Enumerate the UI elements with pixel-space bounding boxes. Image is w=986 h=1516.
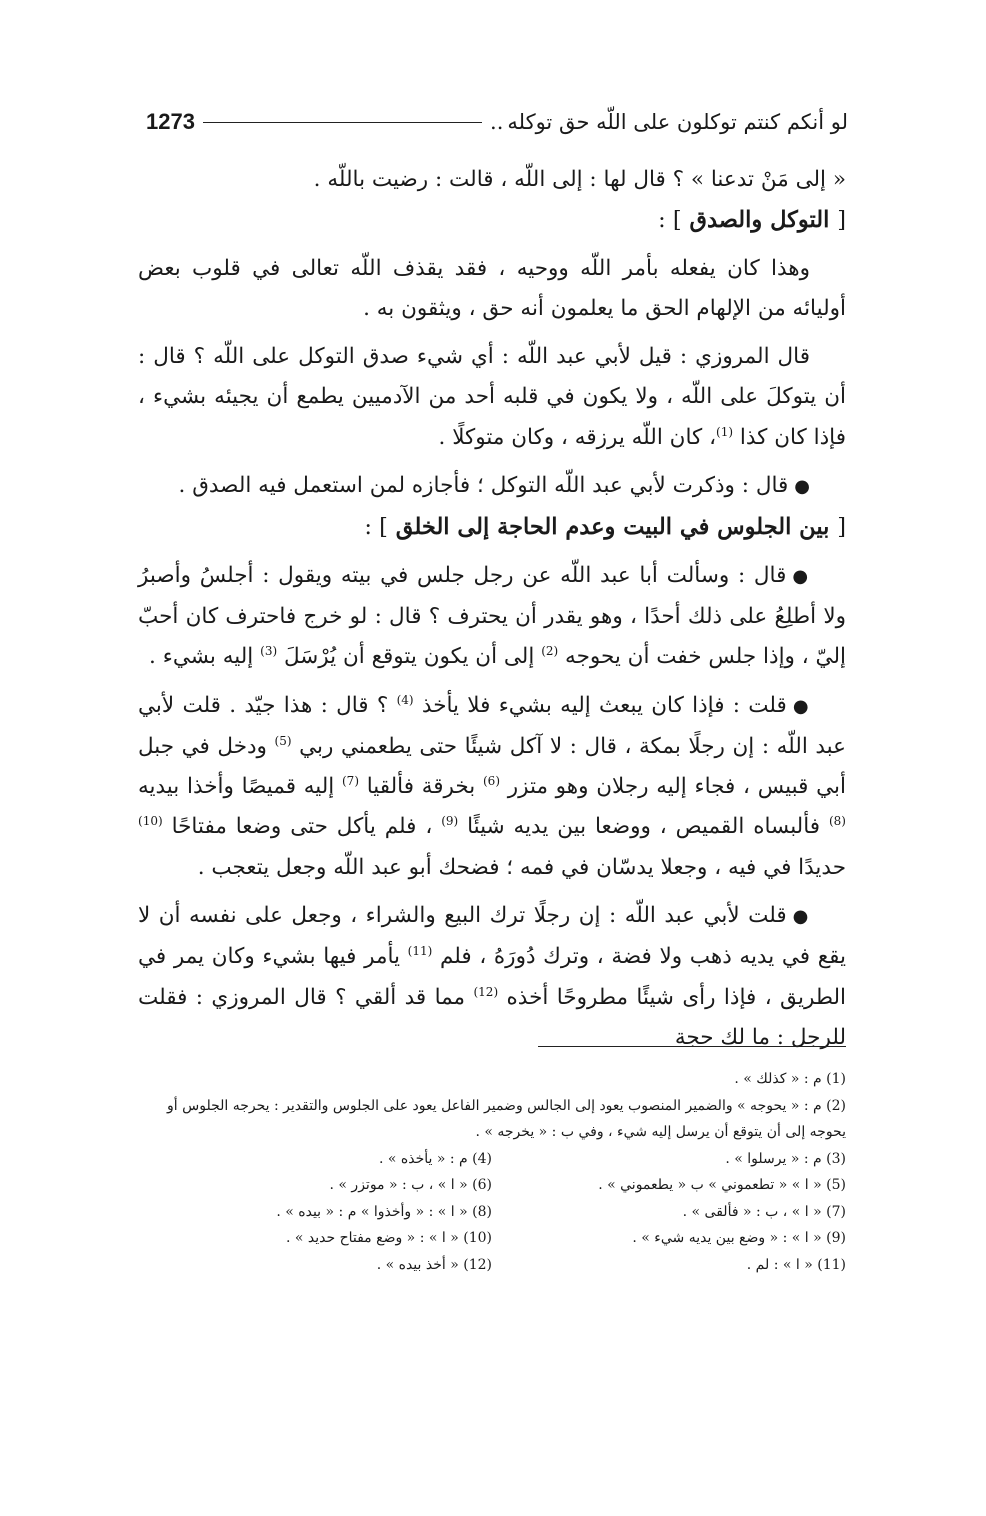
footnote-ref: (9) (441, 814, 459, 829)
text-run: ، كان اللّه يرزقه ، وكان متوكلًا . (438, 424, 717, 450)
main-text (138, 160, 846, 1058)
footnote-2: (2) م : « يحوجه » والضمير المنصوب يعود إلى الجالس وضمير الفاعل يعود على الجلوس والتقدير : يحرجه الجلوس أو يحوجه إلى أن يتوقع أن يرسل إليه شيء ، وفي ب : « يخرجه » . (167, 1097, 846, 1140)
footnote-ref: (11) (407, 944, 433, 959)
page-number: 1273 (146, 109, 195, 134)
paragraph-1: « إلى مَنْ تدعنا » ؟ قال لها : إلى اللّه ، قالت : رضيت باللّه . (313, 167, 846, 192)
paragraph-4 (138, 466, 846, 507)
section-heading-1 (138, 200, 846, 240)
footnote-ref: (1) (716, 424, 734, 439)
footnote-1: (1) م : « كذلك » . (734, 1071, 846, 1087)
text-run: قال المروزي : قيل لأبي عبد اللّه : أي شيء صدق التوكل على اللّه ؟ قال : أن يتوكلَ على اللّه ، ولا يكون في قلبه أحد من الآدميين يطمع أن يجيئه بشيء ، فإذا كان كذا (138, 344, 846, 450)
text-run: حديدًا في فيه ، وجعلا يدسّان في فمه ؛ فضحك أبو عبد اللّه وجعل يتعجب . (197, 854, 846, 880)
text-run: قلت : فإذا كان يبعث إليه بشيء فلا يأخذ (421, 692, 787, 718)
heading-close-bracket: ] : (364, 514, 388, 541)
text-run: ودخل في جبل أبي قبيس ، فجاء إليه رجلان وهو متزر (138, 733, 846, 800)
text-run: قال : وسألت أبا عبد اللّه عن رجل جلس في بيته ويقول : أجلسُ وأصبرُ ولا أطلِعُ على ذلك أحدًا ، وهو يقدر أن يحترف ؟ قال : لو خرج فاحترف كان أحبّ إليّ ، وإذا جلس خفت أن يحوجه (138, 562, 846, 670)
paragraph-5 (138, 556, 846, 678)
footnote-ref: (5) (274, 733, 292, 748)
footnote-ref: (4) (396, 692, 414, 707)
paragraph-3 (138, 337, 846, 458)
heading-text: بين الجلوس في البيت وعدم الحاجة إلى الخلق (395, 514, 830, 541)
bullet-icon: ● (794, 476, 810, 498)
text-run: قلت لأبي عبد اللّه : إن رجلًا ترك البيع والشراء ، وجعل على نفسه أن لا يقع في يديه ذهب ولا فضة ، وترك دُورَهُ ، فلم (138, 903, 846, 970)
footnote-ref: (10) (138, 814, 163, 829)
footnote-11: (11) « ا » : لم . (746, 1256, 846, 1273)
heading-close-bracket: ] : (658, 207, 682, 234)
footnote-ref: (12) (473, 984, 499, 999)
text-run: ؟ قال : هذا جيّد . قلت لأبي عبد اللّه : إن رجلًا بمكة ، قال : لا آكل شيئًا حتى يطعمني ربي (138, 692, 846, 759)
text-run: ، فلم يأكل حتى وضعا مفتاحًا (171, 814, 433, 840)
footnote-6: (6) « ا » ، ب : « موتزر » . (329, 1177, 492, 1193)
footnote-5: (5) « ا » « تطعموني » ب « يطعموني » . (598, 1177, 846, 1193)
section-heading-2 (138, 507, 846, 547)
text-run: إلى أن يكون يتوقع أن يُرْسَلَ (284, 644, 535, 670)
footnote-4: (4) م : « يأخذه » . (378, 1150, 492, 1167)
paragraph-6 (138, 686, 846, 888)
bullet-icon: ● (792, 565, 810, 587)
heading-open-bracket: [ (837, 514, 846, 541)
footnote-ref: (6) (482, 774, 500, 788)
paragraph-2: وهذا كان يفعله بأمر اللّه ووحيه ، فقد يقذف اللّه تعالى في قلوب بعض أوليائه من الإلهام الحق ما يعلمون أنه حق ، ويثقون به . (138, 255, 846, 321)
text-run: إليه بشيء . (149, 644, 254, 670)
footnote-8: (8) « ا » : « وأخذوا » م : « بيده » . (276, 1203, 492, 1220)
heading-text: التوكل والصدق (689, 207, 830, 234)
text-run: مما قد ألقي ؟ قال المروزي : فقلت للرجل : ما لك حجة (138, 984, 846, 1050)
heading-open-bracket: [ (837, 207, 846, 234)
paragraph-7 (138, 896, 846, 1058)
text-run: قال : وذكرت لأبي عبد اللّه التوكل ؛ فأجازه لمن استعمل فيه الصدق . (178, 473, 789, 499)
text-run: إليه قميصًا وأخذا بيديه (138, 774, 335, 800)
bullet-icon: ● (792, 906, 810, 928)
footnote-separator (538, 1046, 846, 1047)
footnote-ref: (7) (341, 774, 359, 788)
footnote-ref: (8) (828, 814, 846, 829)
running-header (146, 102, 848, 142)
bullet-icon: ● (792, 695, 810, 717)
text-run: بخرقة فألقيا (366, 774, 476, 800)
footnote-7: (7) « ا » ، ب : « فألقى » . (682, 1203, 846, 1220)
text-run: فألبساه القميص ، ووضعا بين يديه شيئًا (467, 814, 821, 840)
footnote-3: (3) م : « يرسلوا » . (725, 1150, 846, 1167)
footnote-ref: (3) (260, 644, 278, 659)
header-rule (203, 122, 482, 123)
footnote-10: (10) « ا » : « وضع مفتاح حديد » . (285, 1230, 492, 1246)
footnotes (138, 1066, 846, 1278)
text-run: يأمر فيها بشيء وكان يمر في الطريق ، فإذا رأى شيئًا مطروحًا أخذه (138, 944, 846, 1010)
header-dots: .. (490, 110, 504, 134)
footnote-9: (9) « ا » : « وضع بين يديه شيء » . (632, 1230, 846, 1246)
footnote-12: (12) « أخذ بيده » . (376, 1256, 492, 1273)
footnote-grid (138, 1146, 846, 1279)
footnote-ref: (2) (541, 644, 559, 659)
running-title: لو أنكم كنتم توكلون على اللّه حق توكله (507, 110, 848, 134)
